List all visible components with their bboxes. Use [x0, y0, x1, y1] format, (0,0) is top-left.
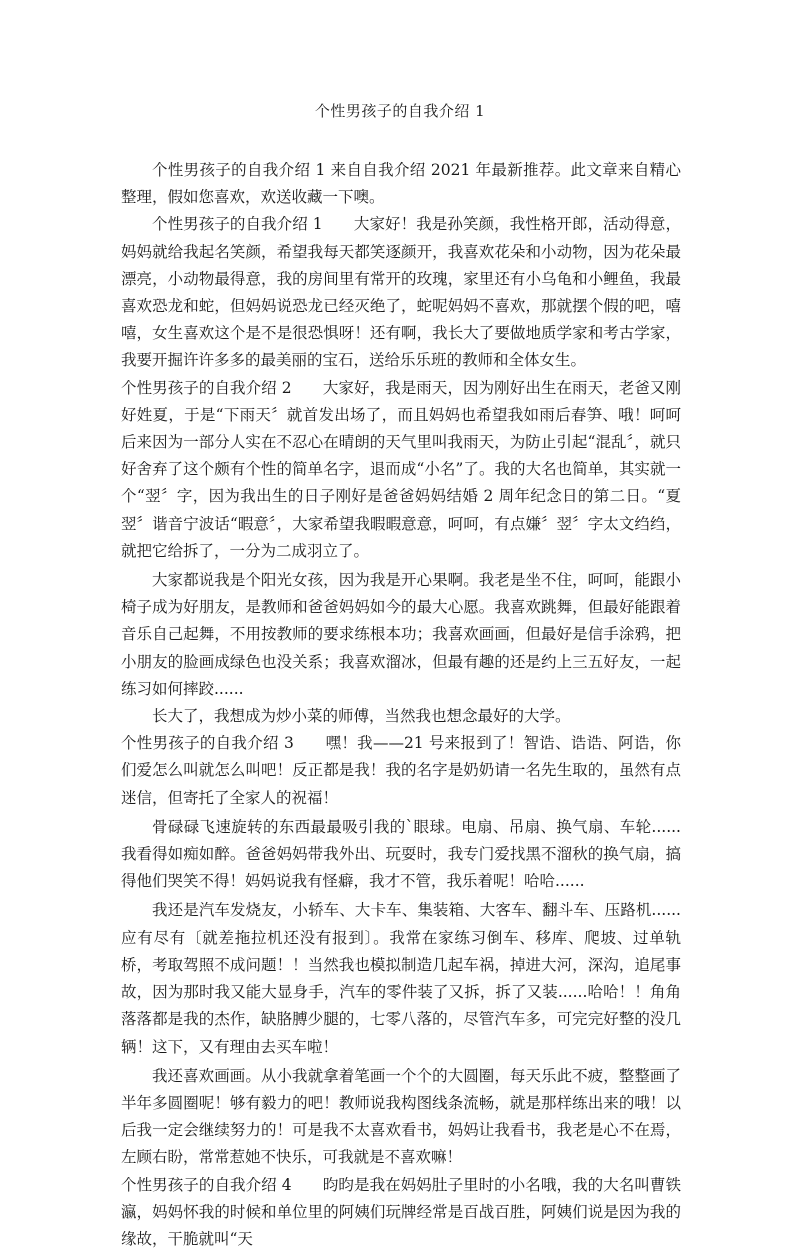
paragraph-intro: 个性男孩子的自我介绍 1 来自自我介绍 2021 年最新推荐。此文章来自精心整理，假如您喜欢，欢送收藏一下噢。 — [121, 161, 681, 207]
paragraph-spinning: 骨碌碌飞速旋转的东西最最吸引我的`眼球。电扇、吊扇、换气扇、车轮......我看得如痴如醉。爸爸妈妈带我外出、玩耍时，我专门爱找黑不溜秋的换气扇，搞得他们哭笑不得！妈妈说我有怪癖，我才不管，我乐着呢！哈哈...... — [121, 817, 681, 891]
paragraph-intro-4: 个性男孩子的自我介绍 4 昀昀是我在妈妈肚子里时的小名哦，我的大名叫曹铁瀛，妈妈怀我的时候和单位里的阿姨们玩牌经常是百战百胜，阿姨们说是因为我的缘故，干脆就叫“天 — [121, 1175, 681, 1248]
paragraph-intro-2: 个性男孩子的自我介绍 2 大家好，我是雨天，因为刚好出生在雨天，老爸又刚好姓夏，于是“下雨天〞就首发出场了，而且妈妈也希望我如雨后春笋、哦！呵呵后来因为一部分人实在不忍心在晴朗的天气里叫我雨天，为防止引起“混乱〞，就只好舍弃了这个颇有个性的简单名字，退而成“小名”了。我的大名也简单，其实就一个“翌〞字，因为我出生的日子刚好是爸爸妈妈结婚 2 周年纪念日的第二日。“夏翌〞谐音宁波话“暇意〞，大家希望我暇暇意意，呵呵，有点嫌〞翌〞字太文绉绉，就把它给拆了，一分为二成羽立了。 — [121, 378, 681, 560]
paragraph-cars: 我还是汽车发烧友，小轿车、大卡车、集装箱、大客车、翻斗车、压路机......应有尽有〔就差拖拉机还没有报到〕。我常在家练习倒车、移库、爬坡、过单轨桥，考取驾照不成问题！！当然我也模拟制造几起车祸，掉进大河，深沟，追尾事故，因为那时我又能大显身手，汽车的零件装了又拆，拆了又装......哈哈！！角角落落都是我的杰作，缺胳膊少腿的，七零八落的，尽管汽车多，可完完好整的没几辆！这下，又有理由去买车啦！ — [121, 901, 681, 1056]
paragraph-sunny-girl: 大家都说我是个阳光女孩，因为我是开心果啊。我老是坐不住，呵呵，能跟小椅子成为好朋友，是教师和爸爸妈妈如今的最大心愿。我喜欢跳舞，但最好能跟着音乐自己起舞，不用按教师的要求练根本功；我喜欢画画，但最好是信手涂鸦，把小朋友的脸画成绿色也没关系；我喜欢溜冰，但最有趣的还是约上三五好友，一起练习如何摔跤...... — [121, 571, 681, 698]
document-body — [121, 157, 681, 1253]
paragraph-intro-3: 个性男孩子的自我介绍 3 嘿！我——21 号来报到了！智诰、诰诰、阿诰，你们爱怎么叫就怎么叫吧！反正都是我！我的名字是奶奶请一名先生取的，虽然有点迷信，但寄托了全家人的祝福！ — [121, 734, 681, 807]
paragraph-intro-1: 个性男孩子的自我介绍 1 大家好！我是孙笑颜，我性格开郎，活动得意，妈妈就给我起名笑颜，希望我每天都笑逐颜开，我喜欢花朵和小动物，因为花朵最漂亮，小动物最得意，我的房间里有常开的玫瑰，家里还有小乌龟和小鲤鱼，我最喜欢恐龙和蛇，但妈妈说恐龙已经灭绝了，蛇呢妈妈不喜欢，那就摆个假的吧，嘻嘻，女生喜欢这个是不是很恐惧呀！还有啊，我长大了要做地质学家和考古学家，我要开掘许许多多的最美丽的宝石，送给乐乐班的教师和全体女生。 — [121, 215, 681, 370]
paragraph-drawing: 我还喜欢画画。从小我就拿着笔画一个个的大圆圈，每天乐此不疲，整整画了半年多圆圈呢！够有毅力的吧！教师说我构图线条流畅，就是那样练出来的哦！以后我一定会继续努力的！可是我不太喜欢看书，妈妈让我看书，我老是心不在焉，左顾右盼，常常惹她不快乐，可我就是不喜欢嘛！ — [121, 1066, 681, 1167]
paragraph-grow-up: 长大了，我想成为炒小菜的师傅，当然我也想念最好的大学。 — [152, 707, 571, 726]
document-title: 个性男孩子的自我介绍 1 — [314, 102, 486, 120]
